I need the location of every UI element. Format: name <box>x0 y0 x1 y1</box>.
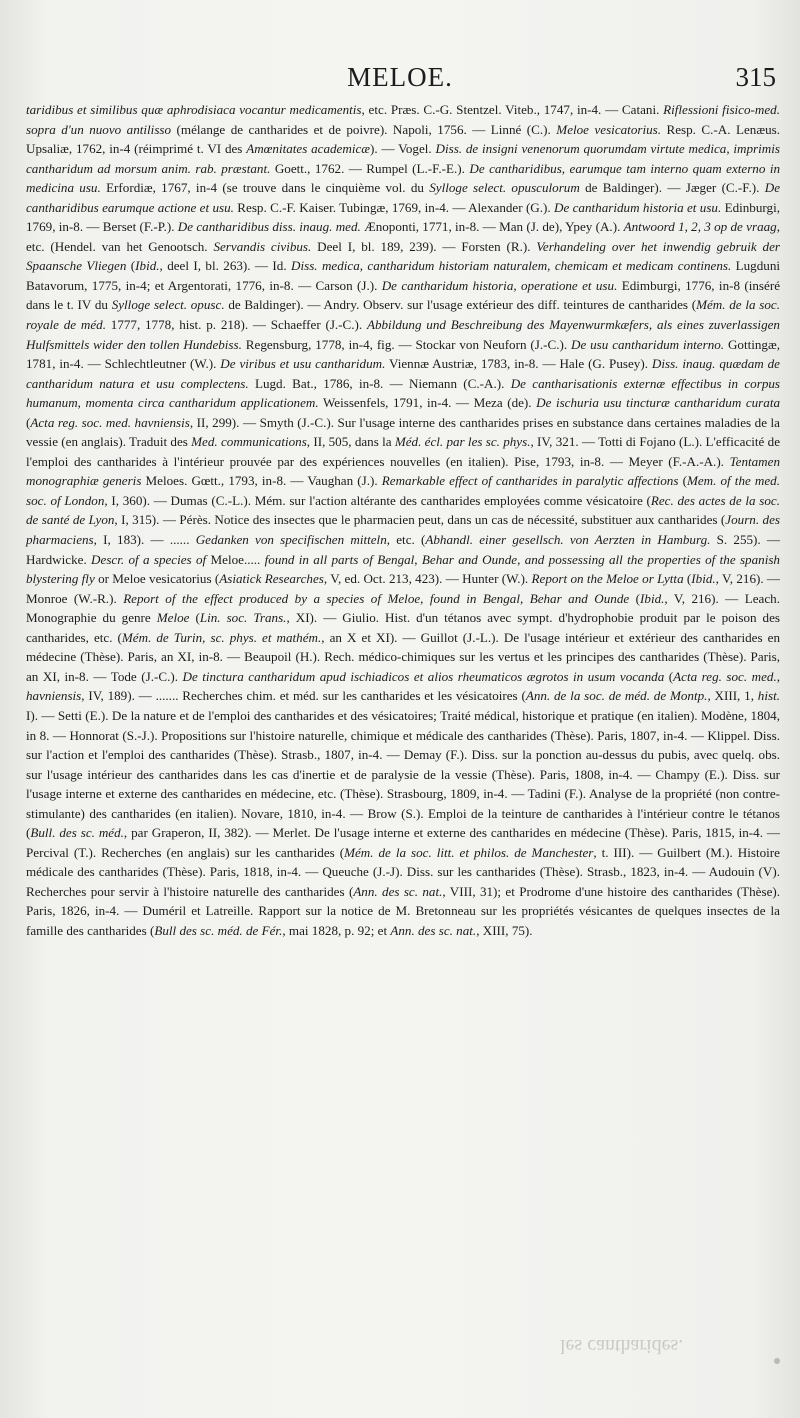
text-run: ( <box>126 258 136 274</box>
italic-title-run: Acta reg. soc. med. havniensis <box>30 414 190 430</box>
text-run: (mélange de cantharides et de poivre). Napoli, 1756. — Linné (C.). <box>171 121 557 137</box>
italic-title-run: Amœnitates academicæ <box>246 141 371 157</box>
text-run: or Meloe vesicatorius ( <box>94 571 220 587</box>
text-run: Lugd. Bat., 1786, in-8. — Niemann (C.-A.). <box>248 375 511 391</box>
italic-title-run: Lin. soc. Trans. <box>199 610 287 626</box>
text-run: Edimburgi, 1776, in-8 (inséré dans le t. IV du <box>26 277 781 313</box>
text-run: , mai 1828, p. 92; et <box>282 922 391 938</box>
text-run: , an X et XI). — Guillot (J.-L.). De l'usage intérieur et extérieur des cantharides en médecine (Thèse). Paris, an XI, in-8. — Beaupoil (H.). Rech. médico-chimiques sur les vertus et les principes des cantharides (Thèse). Paris, an XI, in-8. — Tode (J.-C.). <box>26 629 780 684</box>
italic-title-run: Verhandeling over het inwendig gebruik der Spaansche Vliegen <box>26 238 780 274</box>
italic-title-run: Ann. de la soc. de méd. de Montp. <box>525 688 708 704</box>
italic-title-run: Med. communications <box>191 434 307 450</box>
italic-title-run: De viribus et usu cantharidum. <box>220 356 386 372</box>
page-mark <box>774 1358 780 1364</box>
text-run: ( <box>189 610 200 626</box>
text-run: Goett., 1762. — Rumpel (L.-F.-E.). <box>270 160 470 176</box>
italic-title-run: Abbildung und Beschreibung des Mayenwurmkæfers, als eines zuverlassigen Hulfsmittels wider den tollen Hundebiss. <box>26 317 780 352</box>
text-run: Regensburg, 1778, in-4, fig. — Stockar von Neuforn (J.-C.). <box>241 336 571 352</box>
text-run: de Baldinger). — Andry. Observ. sur l'usage extérieur des diff. teintures de cantharides ( <box>224 297 697 313</box>
text-run: , par Graperon, II, 382). — Merlet. De l'usage interne et externe des cantharides en médecine (Thèse). Paris, 1815, in-4. — Percival (T.). Recherches (en anglais) sur les cantharides ( <box>26 825 780 860</box>
text-run: , deel I, bl. 263). — Id. <box>159 258 291 274</box>
text-run: , etc. Præs. C.-G. Stentzel. Viteb., 1747, in-4. — Catani. <box>361 102 664 117</box>
italic-title-run: De cantharidibus earumque actione et usu. <box>26 180 781 215</box>
text-run: Resp. C.-A. Lenæus. Upsaliæ, 1762, in-4 (réimprimé t. VI des <box>26 121 780 157</box>
italic-title-run: De tinctura cantharidum apud ischiadicos et alios rheumaticos ægrotos in usum vocanda <box>182 668 665 684</box>
text-run: , XI). — Giulio. Hist. d'un tétanos avec sympt. d'hydrophobie produit par le poison des cantharides, etc. ( <box>26 610 781 645</box>
italic-title-run: Mem. of the med. soc. of London <box>26 473 780 508</box>
italic-title-run: Acta reg. soc. med., havniensis <box>26 668 781 704</box>
italic-title-run: Rec. des actes de la soc. de santé de Lyon <box>26 492 780 528</box>
running-title: MELOE. <box>347 62 453 92</box>
text-run: , II, 299). — Smyth (J.-C.). Sur l'usage interne des cantharides prises en substance dans certaines maladies de la vessie (en anglais). Traduit des <box>26 414 780 450</box>
italic-title-run: Ibid. <box>135 258 160 274</box>
text-run: , IV, 321. — Totti di Fojano (L.). L'efficacité de l'emploi des cantharides à l'intérieur prouvée par des expériences nouvelles (en italien). Pise, 1793, in-8. — Meyer (F.-A.-A.). <box>26 434 781 469</box>
text-run: Meloe..... <box>206 551 265 567</box>
text-run: Viennæ Austriæ, 1783, in-8. — Hale (G. Pusey). <box>385 356 652 372</box>
text-run: , XIII, 75). <box>476 922 533 938</box>
italic-title-run: Report of the effect produced by a species of Meloe, found in Bengal, Behar and Ounde <box>123 590 630 606</box>
text-run: ). — Vogel. <box>370 141 436 157</box>
text-run: , I, 360). — Dumas (C.-L.). Mém. sur l'action altérante des cantharides employées comme vésicatoire ( <box>104 492 651 508</box>
italic-title-run: Sylloge select. opusculorum <box>429 180 580 196</box>
italic-title-run: Tentamen monographiæ generis <box>26 453 780 489</box>
italic-title-run: Report on the Meloe or Lytta <box>531 571 684 587</box>
italic-title-run: Gedanken von specifischen mitteln <box>195 532 387 548</box>
text-run: I). — Setti (E.). De la nature et de l'emploi des cantharides et des vésicatoires; Traité médical, historique et pratique (en italien). Modène, 1804, in 8. — Honnorat (S.-J.). Propositions sur l'histoire naturelle, chimique et médicale des cantharides (Thèse). Paris, 1807, in-4. — Klippel. Diss. sur l'action et l'emploi des cantharides (Thèse). Strasb., 1807, in-4. — Demay (F.). Diss. sur la ponction au-dessus du pubis, avec quelq. obs. sur l'usage intérieur des cantharides dans les cas d'inertie et de paralysie de la vessie (Thèse). Paris, 1808, in-4. — Champy (E.). Diss. sur l'usage interne et externe des cantharides en médecine, etc. (Thèse). Strasbourg, 1809, in-4. — Tadini (F.). Analyse de la propriété (non contre-stimulante) des cantharides (en italien). Novare, 1810, in-4. — Brow (S.). Emploi de la teinture de cantharides à l'intérieur contre le tétanos ( <box>26 707 780 841</box>
italic-title-run: De ischuria usu tincturæ cantharidum curata <box>536 395 781 411</box>
italic-title-run: Mém. de Turin, sc. phys. et mathém. <box>121 629 322 645</box>
text-run: , VIII, 31); et Prodrome d'une histoire des cantharides (Thèse). Paris, 1826, in-4. — Duméril et Latreille. Rapport sur la notice de M. Bretonneau sur les propriétés vésicantes de quelques insectes de la famille des cantharides ( <box>26 883 781 938</box>
italic-title-run: Bull. des sc. méd. <box>30 825 124 841</box>
italic-title-run: De cantharidibus diss. inaug. med. <box>177 219 361 235</box>
italic-title-run: Diss. medica, cantharidum historiam naturalem, chemicam et medicam continens. <box>291 258 732 274</box>
text-run: Gottingæ, 1781, in-4. — Schlechtleutner (W.). <box>26 336 780 372</box>
italic-title-run: Abhandl. einer gesellsch. von Aerzten in Hamburg. <box>425 532 711 548</box>
text-run: ( <box>26 414 31 430</box>
italic-title-run: found in all parts of Bengal, Behar and Ounde, and possessing all the properties of the spanish blystering fly <box>26 551 780 587</box>
italic-title-run: Asiatick Researches <box>219 571 324 587</box>
italic-title-run: taridibus et similibus quæ aphrodisiaca vocantur medicamentis <box>26 102 362 117</box>
italic-title-run: hist. <box>757 688 780 704</box>
text-run: , XIII, 1, <box>707 688 758 704</box>
text-run: Meloes. Gœtt., 1793, in-8. — Vaughan (J.). <box>141 473 382 489</box>
italic-title-run: Diss. inaug. quædam de cantharidum natura et usu complectens. <box>26 356 780 391</box>
italic-title-run: Servandis civibus. <box>213 238 312 254</box>
text-run: ( <box>678 473 687 489</box>
bibliography-paragraph <box>26 100 780 941</box>
text-run: Weissenfels, 1791, in-4. — Meza (de). <box>318 395 537 411</box>
italic-title-run: Méd. écl. par les sc. phys. <box>394 434 531 450</box>
italic-title-run: De cantharidum historia, operatione et usu. <box>381 277 618 293</box>
italic-title-run: Ann. des sc. nat. <box>390 922 477 938</box>
text-run: , I, 315). — Pérès. Notice des insectes que le pharmacien peut, dans un cas de nécessité, substituer aux cantharides ( <box>114 512 726 528</box>
italic-title-run: Mém. de la soc. litt. et philos. de Manchester <box>344 844 594 860</box>
italic-title-run: Riflessioni fisico-med. sopra d'un nuovo antilisso <box>26 102 780 137</box>
text-run: Erfordiæ, 1767, in-4 (se trouve dans le cinquième vol. du <box>100 180 430 196</box>
text-run: , II, 505, dans la <box>306 434 395 450</box>
text-run: de Baldinger). — Jæger (C.-F.). <box>579 180 765 196</box>
text-run: Deel I, bl. 189, 239). — Forsten (R.). <box>311 238 537 254</box>
italic-title-run: De usu cantharidum interno. <box>570 336 725 352</box>
text-run: , etc. (Hendel. van het Genootsch. <box>26 219 780 254</box>
text-run: , V, ed. Oct. 213, 423). — Hunter (W.). <box>323 571 532 587</box>
text-run: ( <box>629 590 641 606</box>
italic-title-run: Ann. des sc. nat. <box>353 883 443 899</box>
text-run: Edinburgi, 1769, in-8. — Berset (F.-P.). <box>26 199 780 235</box>
page-number: 315 <box>735 62 776 92</box>
italic-title-run: Journ. des pharmaciens <box>26 512 780 548</box>
text-run: ( <box>683 571 692 587</box>
italic-title-run: Bull des sc. méd. de Fér. <box>154 922 283 938</box>
text-run: Resp. C.-F. Kaiser. Tubingæ, 1769, in-4. — Alexander (G.). <box>233 199 555 215</box>
italic-title-run: Ibid. <box>640 590 665 606</box>
italic-title-run: Meloe vesicatorius. <box>556 121 662 137</box>
italic-title-run: De cantharisationis externæ effectibus in corpus humanum, momenta circa cantharidum applicationem. <box>26 375 781 411</box>
text-run: 1777, 1778, hist. p. 218). — Schaeffer (J.-C.). <box>105 317 367 333</box>
text-run: , IV, 189). — ....... Recherches chim. et méd. sur les cantharides et les vésicatoires ( <box>81 688 526 704</box>
italic-title-run: Remarkable effect of cantharides in paralytic affections <box>381 473 679 489</box>
italic-title-run: Meloe <box>156 610 190 626</box>
text-run: ( <box>664 668 674 684</box>
text-run: , t. III). — Guilbert (M.). Histoire médicale des cantharides (Thèse). Paris, 1818, in-4. — Queuche (J.-J). Diss. sur les cantharides (Thèse). Strasb., 1823, in-4. — Audouin (V). Recherches pour servir à l'histoire naturelle des cantharides ( <box>26 844 780 899</box>
text-run: Ænoponti, 1771, in-8. — Man (J. de), Ypey (A.). <box>360 219 624 235</box>
text-run: , etc. ( <box>386 532 426 548</box>
italic-title-run: Ibid. <box>691 571 716 587</box>
text-run: Lugduni Batavorum, 1775, in-4; et Argentorati, 1776, in-8. — Carson (J.). <box>26 258 781 293</box>
text-run: , V, 216). — Leach. Monographie du genre <box>26 590 781 626</box>
italic-title-run: Diss. de insigni venenorum quorumdam virtute medica, imprimis cantharidum ad morsum anim. rab. præstant. <box>26 141 780 176</box>
text-run: S. 255). — Hardwicke. <box>26 532 780 567</box>
italic-title-run: Mém. de la soc. royale de méd. <box>26 297 780 333</box>
italic-title-run: De cantharidibus, earumque tam interno quam externo in medicina usu. <box>26 160 781 196</box>
italic-title-run: De cantharidum historia et usu. <box>554 199 722 215</box>
bleed-through-text: les cantharides. <box>560 1335 684 1357</box>
italic-title-run: Descr. of a species of <box>91 551 207 567</box>
italic-title-run: Sylloge select. opusc. <box>111 297 225 313</box>
text-run: , I, 183). — ...... <box>93 532 196 548</box>
text-run: , V, 216). — Monroe (W.-R.). <box>26 571 781 606</box>
italic-title-run: Antwoord 1, 2, 3 op de vraag <box>623 219 777 235</box>
page-header <box>0 62 800 102</box>
